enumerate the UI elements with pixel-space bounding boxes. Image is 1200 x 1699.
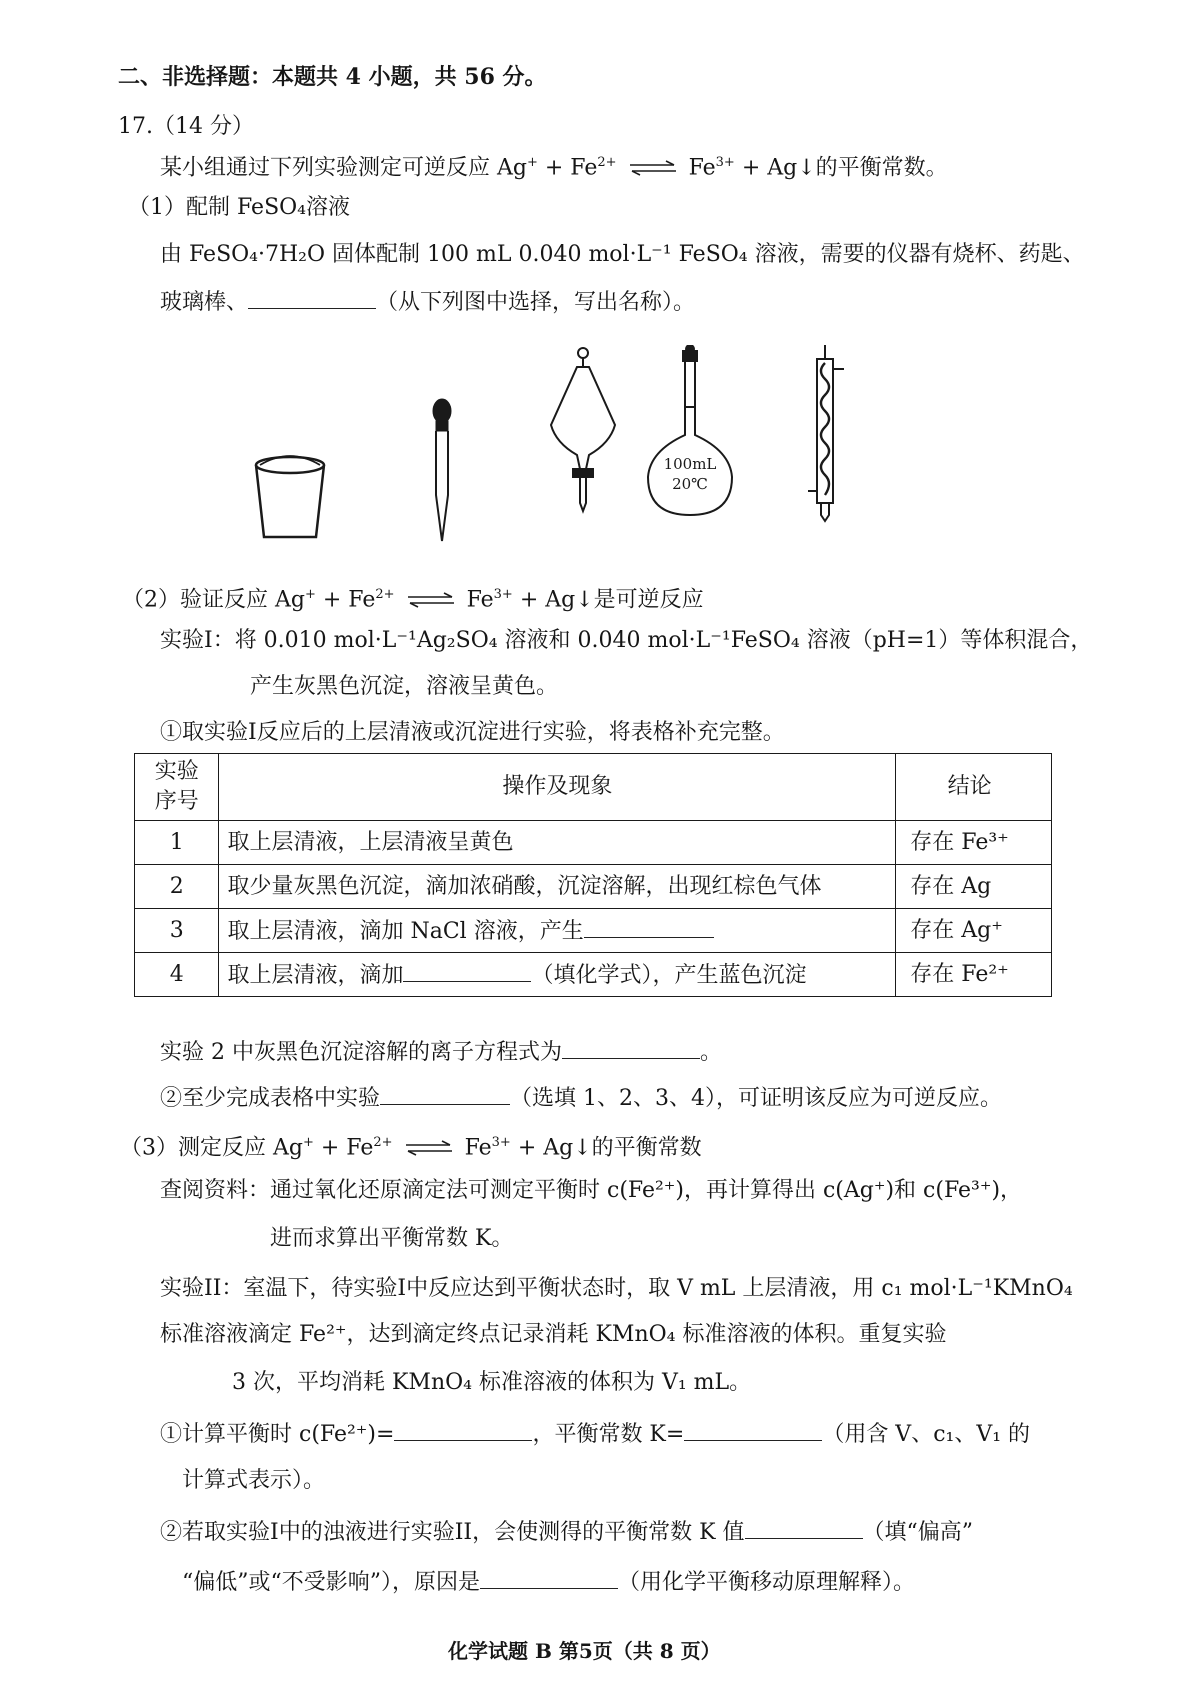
equilibrium-arrow-icon	[406, 592, 456, 608]
row-conclusion: 存在 Fe³⁺	[896, 821, 1052, 865]
experiment-table	[134, 753, 1052, 997]
question-17-title: 17.（14 分）	[118, 114, 254, 139]
experiment-2-line3: 3 次，平均消耗 KMnO₄ 标准溶液的体积为 V₁ mL。	[232, 1370, 752, 1395]
answer-blank-ionic-equation[interactable]	[562, 1036, 700, 1059]
separatory-funnel-icon	[551, 348, 615, 511]
row-conclusion: 存在 Ag⁺	[896, 909, 1052, 953]
experiment-1-line1: 实验I：将 0.010 mol·L⁻¹Ag₂SO₄ 溶液和 0.040 mol·L⁻¹FeSO₄ 溶液（pH=1）等体积混合，	[160, 628, 1093, 653]
header-conclusion: 结论	[896, 754, 1052, 821]
part1-line1: 由 FeSO₄·7H₂O 固体配制 100 mL 0.040 mol·L⁻¹ FeSO₄ 溶液，需要的仪器有烧杯、药匙、	[160, 242, 1085, 267]
part3-heading: （3）测定反应 $Ag^+ + Fe^{2+}$ $Fe^{3+}$ + Ag↓的平衡常数	[120, 1135, 702, 1161]
table-row	[135, 953, 1052, 997]
section-header: 二、非选择题：本题共 4 小题，共 56 分。	[118, 64, 547, 90]
page-footer: 化学试题 B 第5页（共 8 页）	[448, 1639, 721, 1663]
experiment-2-line2: 标准溶液滴定 Fe²⁺，达到滴定终点记录消耗 KMnO₄ 标准溶液的体积。重复实验	[160, 1322, 947, 1347]
part3-sub2: ②若取实验I中的浊液进行实验II，会使测得的平衡常数 K 值 （填“偏高”	[160, 1516, 973, 1548]
table-header-row	[135, 754, 1052, 821]
part2-heading: （2）验证反应 $Ag^+ + Fe^{2+}$ $Fe^{3+}$ + Ag↓是可逆反应	[122, 587, 704, 613]
table-row	[135, 821, 1052, 865]
answer-blank-equilibrium-constant[interactable]	[684, 1418, 822, 1441]
answer-blank-k-effect[interactable]	[745, 1516, 863, 1539]
answer-blank-reason[interactable]	[480, 1566, 618, 1589]
row-no: 2	[135, 865, 219, 909]
row-operation: 取少量灰黑色沉淀，滴加浓硝酸，沉淀溶解，出现红棕色气体	[219, 865, 896, 909]
answer-blank-fe-concentration[interactable]	[394, 1418, 532, 1441]
reference-line2: 进而求算出平衡常数 K。	[270, 1226, 514, 1251]
answer-blank-reagent[interactable]	[403, 959, 531, 982]
apparatus-figure	[220, 345, 980, 555]
row-no: 3	[135, 909, 219, 953]
flask-label-temperature: 20℃	[672, 475, 708, 493]
part2-sub1: ①取实验I反应后的上层清液或沉淀进行实验，将表格补充完整。	[160, 720, 785, 745]
table-row	[135, 909, 1052, 953]
answer-blank-apparatus[interactable]	[248, 286, 376, 309]
row-conclusion: 存在 Fe²⁺	[896, 953, 1052, 997]
answer-blank-precipitate[interactable]	[584, 915, 714, 938]
question-intro: 某小组通过下列实验测定可逆反应 $Ag^+ + Fe^{2+}$ $Fe^{3+}$ + Ag↓的平衡常数。	[160, 155, 948, 181]
condenser-icon	[808, 345, 844, 521]
part3-sub1: ①计算平衡时 c(Fe²⁺)= ，平衡常数 K= （用含 V、c₁、V₁ 的	[160, 1418, 1030, 1450]
row-operation: 取上层清液，滴加 （填化学式），产生蓝色沉淀	[219, 953, 896, 997]
part1-heading: （1）配制 FeSO₄溶液	[128, 195, 350, 220]
row-conclusion: 存在 Ag	[896, 865, 1052, 909]
row-no: 1	[135, 821, 219, 865]
part1-line2: 玻璃棒、 （从下列图中选择，写出名称）。	[160, 286, 695, 318]
dropper-icon	[433, 399, 451, 541]
row-operation: 取上层清液，上层清液呈黄色	[219, 821, 896, 865]
part3-sub1-line2: 计算式表示）。	[182, 1468, 326, 1493]
table-row	[135, 865, 1052, 909]
part3-sub2-line2: “偏低”或“不受影响”），原因是 （用化学平衡移动原理解释）。	[182, 1566, 915, 1598]
header-experiment-no: 实验 序号	[135, 754, 219, 821]
equilibrium-arrow-icon	[628, 160, 678, 176]
answer-blank-experiments[interactable]	[380, 1082, 510, 1105]
ionic-equation-line: 实验 2 中灰黑色沉淀溶解的离子方程式为 。	[160, 1036, 722, 1068]
row-operation: 取上层清液，滴加 NaCl 溶液，产生	[219, 909, 896, 953]
experiment-1-line2: 产生灰黑色沉淀，溶液呈黄色。	[250, 674, 559, 699]
part2-sub2: ②至少完成表格中实验 （选填 1、2、3、4），可证明该反应为可逆反应。	[160, 1082, 1002, 1114]
bucket-icon	[256, 456, 324, 537]
reference-line1: 查阅资料：通过氧化还原滴定法可测定平衡时 c(Fe²⁺)，再计算得出 c(Ag⁺)和 c(Fe³⁺)，	[160, 1178, 1023, 1203]
equilibrium-arrow-icon	[404, 1140, 454, 1156]
header-operation: 操作及现象	[219, 754, 896, 821]
flask-label-volume: 100mL	[663, 455, 717, 473]
row-no: 4	[135, 953, 219, 997]
experiment-2-line1: 实验II：室温下，待实验I中反应达到平衡状态时，取 V mL 上层清液，用 c₁ mol·L⁻¹KMnO₄	[160, 1276, 1073, 1301]
